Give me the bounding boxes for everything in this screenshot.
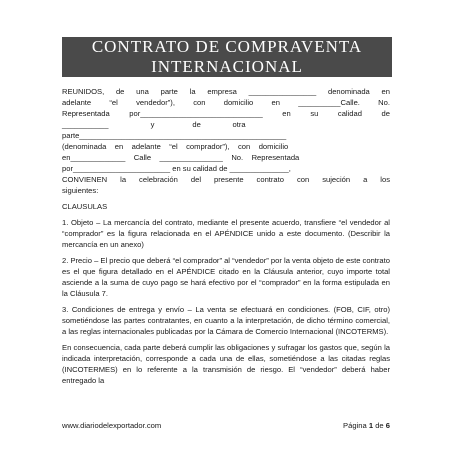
clause-condiciones-entrega: 3. Condiciones de entrega y envío – La venta se efectuará en condiciones. (FOB, CIF, otro) sometiéndose las partes contratantes, en cuanto a la interpretación, de dicho término comercial, a las reglas internacionales publicadas por la Cámara de Comercio Internacional (INCOTERMS).	[62, 305, 390, 336]
reunidos-line: por_______________________ en su calidad de ______________,	[62, 164, 291, 173]
reunidos-paragraph	[62, 86, 390, 196]
page-number	[343, 421, 390, 430]
clausulas-heading: CLAUSULAS	[62, 202, 108, 211]
page-label: Página	[343, 421, 367, 430]
reunidos-line: parte_________________________________________________	[62, 131, 287, 140]
title-line-1: CONTRATO DE COMPRAVENTA	[91, 37, 363, 56]
reunidos-line: en_____________ Calle _______________ No. Representada	[62, 153, 300, 162]
consequence-paragraph: En consecuencia, cada parte deberá cumplir las obligaciones y sufragar los gastos que, según la indicada interpretación, corresponde a cada una de ellas, sometiéndose a las citadas reglas (INCOTERMES) en lo referente a la transmisión de riesgo. El “vendedor” deberá haber entregado la	[62, 343, 390, 385]
reunidos-line: Representada por_____________________________ en su calidad de	[62, 109, 390, 118]
reunidos-line: siguientes:	[62, 186, 99, 195]
reunidos-line: REUNIDOS, de una parte la empresa ________________ denominada en	[62, 87, 390, 96]
clause-precio: 2. Precio – El precio que deberá “el comprador” al “vendedor” por la venta objeto de este contrato es el que figura detallado en el APÉNDICE citado en la Cláusula anterior, cuyo importe total asciende a la suma de cuyo pago se hará efectivo por el “comprador” en la forma estipulada en la Cláusula 7.	[62, 256, 390, 298]
reunidos-line: adelante “el vendedor”), con domicilio en __________Calle. No.	[62, 98, 390, 107]
reunidos-line: (denominada en adelante “el comprador”), con domicilio	[62, 142, 289, 151]
title-banner	[62, 37, 392, 77]
reunidos-line: CONVIENEN la celebración del presente contrato con sujeción a los	[62, 175, 390, 184]
clause-objeto: 1. Objeto – La mercancía del contrato, mediante el presente acuerdo, transfiere “el vendedor al “comprador” es la figura relacionada en el APÉNDICE unido a este documento. (Describir la mercancía en un anexo)	[62, 218, 390, 249]
title-line-2: INTERNACIONAL	[151, 57, 303, 76]
reunidos-line: ___________ y de otra	[62, 120, 246, 129]
website-link[interactable]: www.diariodelexportador.com	[62, 421, 162, 430]
document-body	[62, 86, 390, 391]
page-of: de	[375, 421, 384, 430]
page-current: 1	[368, 421, 374, 430]
page-total: 6	[385, 421, 390, 430]
page-footer	[62, 421, 390, 430]
